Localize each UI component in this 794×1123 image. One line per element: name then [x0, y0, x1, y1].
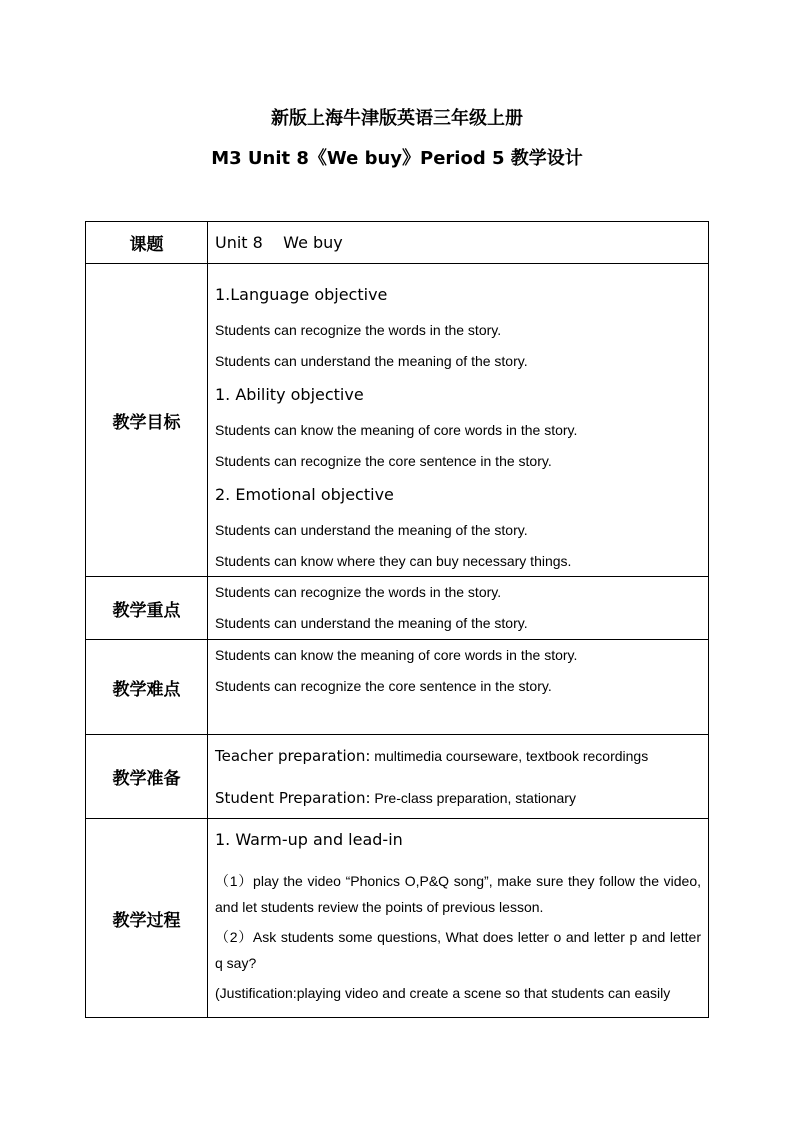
process-label: 教学过程	[86, 819, 208, 1018]
objective-line: Students can understand the meaning of the story.	[215, 522, 528, 538]
teacher-preparation-value: multimedia courseware, textbook recordings	[370, 748, 649, 764]
key-points-label: 教学重点	[86, 577, 208, 640]
difficulty-line: Students can recognize the core sentence in the story.	[215, 678, 552, 694]
objective-heading: 2. Emotional objective	[215, 485, 394, 504]
process-row	[86, 819, 709, 1018]
process-paragraph: （1）play the video “Phonics O,P&Q song”, make sure they follow the video, and let students review the points of previous lesson.	[215, 873, 701, 915]
preparation-row	[86, 735, 709, 819]
objective-heading: 1.Language objective	[215, 285, 388, 304]
topic-row	[86, 222, 709, 264]
topic-value-cell	[208, 222, 709, 264]
difficulties-label: 教学难点	[86, 640, 208, 735]
objectives-row	[86, 264, 709, 577]
teacher-preparation-label: Teacher preparation:	[215, 747, 371, 765]
objective-line: Students can know the meaning of core words in the story.	[215, 422, 578, 438]
difficulties-cell	[208, 640, 709, 735]
difficulties-row	[86, 640, 709, 735]
objective-line: Students can recognize the words in the story.	[215, 322, 502, 338]
teacher-preparation	[215, 745, 701, 767]
student-preparation-label: Student Preparation:	[215, 789, 371, 807]
student-preparation-value: Pre-class preparation, stationary	[370, 790, 576, 806]
topic-label: 课题	[86, 222, 208, 264]
objectives-cell	[208, 264, 709, 577]
process-paragraph: (Justification:playing video and create a scene so that students can easily	[215, 985, 671, 1001]
lesson-plan-table	[85, 221, 709, 1018]
student-preparation	[215, 787, 701, 809]
process-cell	[208, 819, 709, 1018]
objectives-label: 教学目标	[86, 264, 208, 577]
objective-line: Students can understand the meaning of the story.	[215, 353, 528, 369]
topic-value: Unit 8 We buy	[215, 232, 343, 252]
document-title: 新版上海牛津版英语三年级上册	[271, 108, 523, 129]
process-paragraph: （2）Ask students some questions, What does letter o and letter p and letter q say?	[215, 929, 701, 971]
preparation-cell	[208, 735, 709, 819]
preparation-label: 教学准备	[86, 735, 208, 819]
key-points-row	[86, 577, 709, 640]
key-point-line: Students can recognize the words in the story.	[215, 584, 502, 600]
objective-heading: 1. Ability objective	[215, 385, 364, 404]
document-subtitle: M3 Unit 8《We buy》Period 5 教学设计	[211, 148, 583, 169]
key-point-line: Students can understand the meaning of the story.	[215, 615, 528, 631]
difficulty-line: Students can know the meaning of core words in the story.	[215, 647, 578, 663]
objective-line: Students can recognize the core sentence in the story.	[215, 453, 552, 469]
objective-line: Students can know where they can buy necessary things.	[215, 553, 572, 569]
process-heading: 1. Warm-up and lead-in	[215, 830, 403, 849]
key-points-cell	[208, 577, 709, 640]
